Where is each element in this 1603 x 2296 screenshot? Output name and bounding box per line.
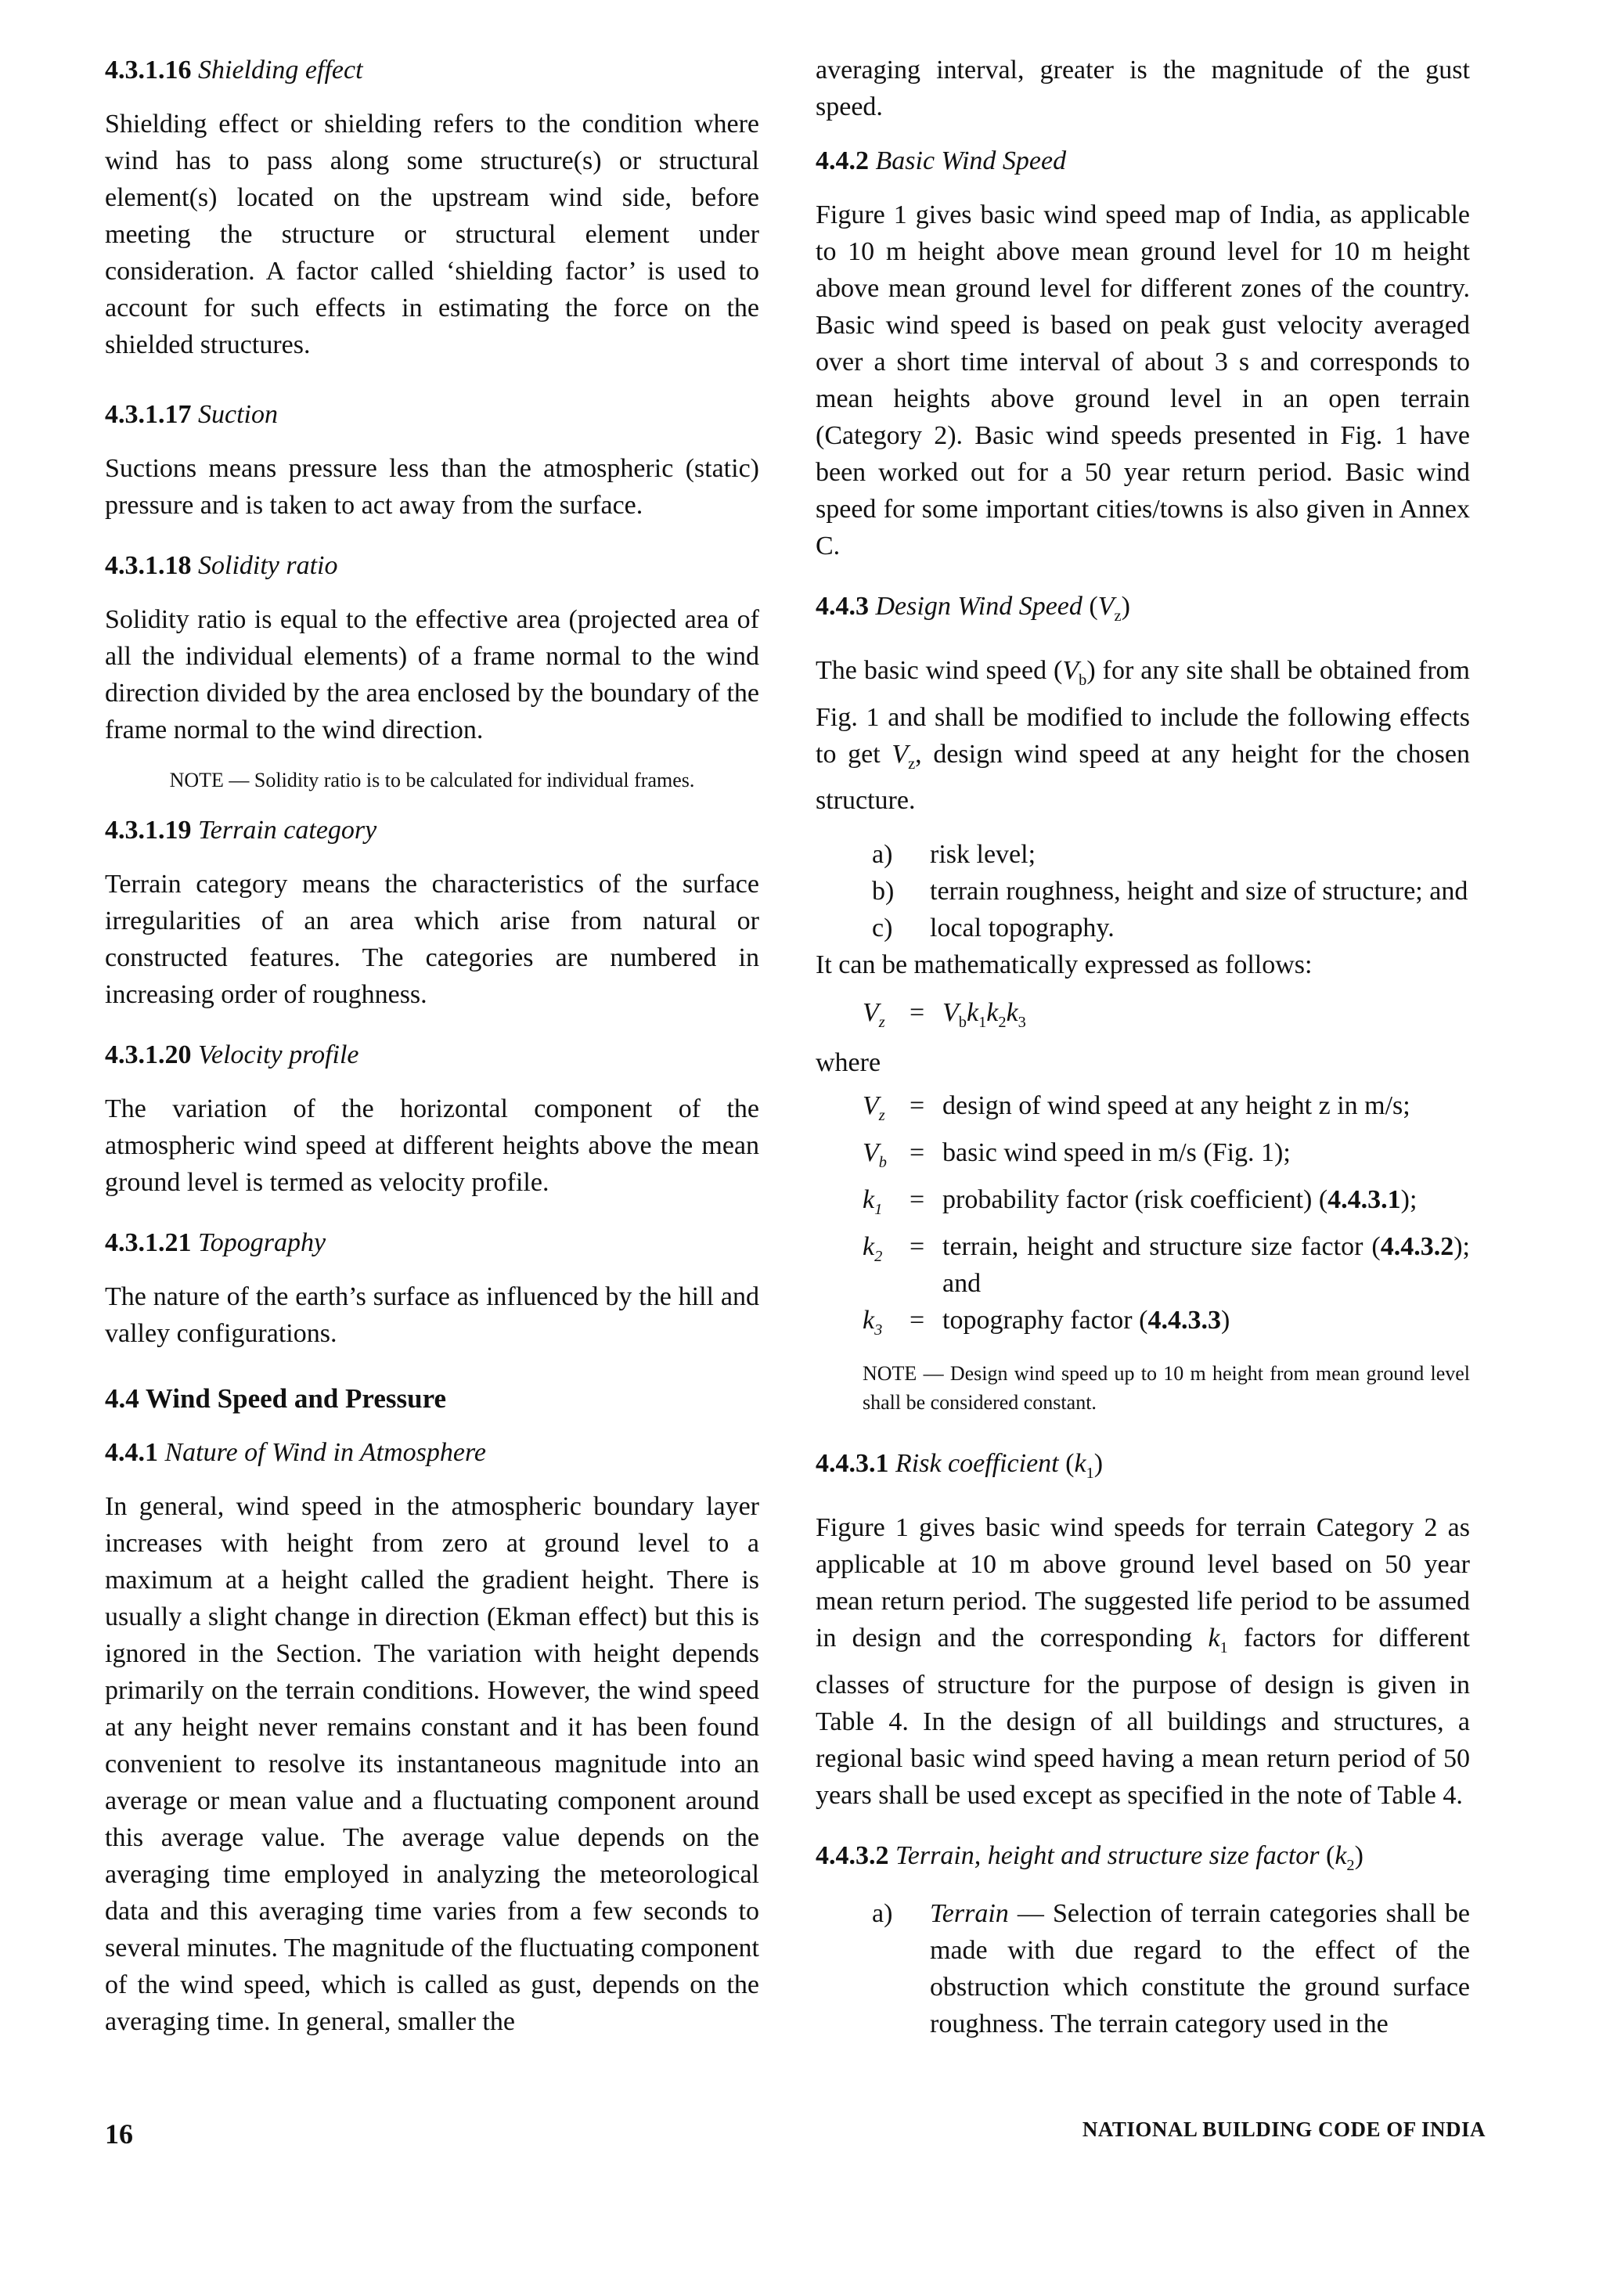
definition-vz: $V_z$ = design of wind speed at any height z in m/s;: [863, 1091, 1410, 1124]
clause-4-3-1-17-heading: 4.3.1.17 Suction: [105, 400, 278, 429]
clause-4-3-1-20-heading: 4.3.1.20 Velocity profile: [105, 1040, 359, 1069]
clause-4-3-1-21-heading: 4.3.1.21 Topography: [105, 1228, 326, 1257]
list-item: a) Terrain — Selection of terrain categories shall be made with due regard to the effect of the obstruction which constitute the ground surface roughness. The terrain category used in the: [872, 1898, 1470, 2038]
list-item: c) local topography.: [872, 914, 1115, 943]
where-label: where: [816, 1048, 881, 1078]
clause-4-4-3-1-heading: 4.4.3.1 Risk coefficient $(k_1)$: [816, 1449, 1104, 1483]
page-number: 16: [105, 2118, 133, 2150]
clause-4-4-2-text: Figure 1 gives basic wind speed map of India, as applicable to 10 m height above mean ground level for 10 m height above mean ground level for different zones of the country. Basic wind speed is based on peak gust velocity averaged over a short time interval of about 3 s and corresponds to mean heights above ground level in an open terrain (Category 2). Basic wind speeds presented in Fig. 1 have been worked out for a 50 year return period. Basic wind speed for some important cities/towns is also given in Annex C.: [816, 200, 1470, 560]
clause-4-3-1-20-text: The variation of the horizontal component of the atmospheric wind speed at different heights above the mean ground level is termed as velocity profile.: [105, 1094, 759, 1197]
clause-4-3-1-17-text: Suctions means pressure less than the atmospheric (static) pressure and is taken to act away from the surface.: [105, 454, 759, 520]
clause-4-3-1-21-text: The nature of the earth’s surface as influenced by the hill and valley configurations.: [105, 1282, 759, 1348]
definition-vb: $V_b$ = basic wind speed in m/s (Fig. 1);: [863, 1137, 1291, 1171]
left-column: [105, 52, 759, 2040]
terrain-list: [816, 1895, 1470, 2042]
clause-4-3-1-16-heading: 4.3.1.16 Shielding effect: [105, 56, 363, 85]
clause-4-3-1-18-heading: 4.3.1.18 Solidity ratio: [105, 551, 338, 580]
clause-4-3-1-18-text: Solidity ratio is equal to the effective area (projected area of all the individual elements) of a frame normal to the wind direction divided by the area enclosed by the boundary of the frame normal to the wind direction.: [105, 605, 759, 744]
right-column: [816, 52, 1470, 2042]
symbol-definitions: [816, 1087, 1470, 1348]
clause-4-3-1-16-text: Shielding effect or shielding refers to the condition where wind has to pass along some structure(s) or structural element(s) located on the upstream wind side, before meeting the structure or structural element under consideration. A factor called ‘shielding factor’ is used to account for such effects in estimating the force on the shielded structures.: [105, 110, 759, 359]
clause-4-4-1-text: In general, wind speed in the atmospheric boundary layer increases with height from zero at ground level to a maximum at a height called the gradient height. There is usually a slight change in direction (Ekman effect) but this is ignored in the Section. The variation with height depends primarily on the terrain conditions. However, the wind speed at any height never remains constant and it has been found convenient to resolve its instantaneous magnitude into an average or mean value and a fluctuating component around this average value. The average value depends on the averaging time employed in analyzing the meteorological data and this averaging time varies from a few seconds to several minutes. The magnitude of the fluctuating component of the wind speed, which is called as gust, depends on the averaging time. In general, smaller the: [105, 1492, 759, 2036]
clause-4-4-3-intro: The basic wind speed $(V_b)$ for any site shall be obtained from Fig. 1 and shall be modified to include the following effects to get $V_z$, design wind speed at any height for the chosen structure.: [816, 655, 1471, 816]
clause-4-4-2-heading: 4.4.2 Basic Wind Speed: [816, 146, 1067, 175]
clause-4-4-3-heading: 4.4.3 Design Wind Speed $(V_z)$: [816, 592, 1130, 625]
clause-4-3-1-19-text: Terrain category means the characteristics of the surface irregularities of an area which arise from natural or constructed features. The categories are numbered in increasing order of roughness.: [105, 870, 759, 1009]
clause-4-4-1-heading: 4.4.1 Nature of Wind in Atmosphere: [105, 1438, 487, 1467]
definition-k2: $k_2$ = terrain, height and structure size factor (4.4.3.2); and: [863, 1231, 1470, 1298]
definition-k3: $k_3$ = topography factor (4.4.3.3): [863, 1305, 1230, 1339]
list-item: b) terrain roughness, height and size of structure; and: [872, 877, 1468, 907]
definition-k1: $k_1$ = probability factor (risk coefficient) (4.4.3.1);: [863, 1184, 1417, 1218]
solidity-note: NOTE — Solidity ratio is to be calculated for individual frames.: [169, 769, 695, 791]
expression-intro: It can be mathematically expressed as follows:: [816, 950, 1313, 980]
effects-list: [816, 836, 1470, 946]
list-item: a) risk level;: [872, 840, 1036, 870]
section-4-4-heading: 4.4 Wind Speed and Pressure: [105, 1383, 447, 1414]
clause-4-3-1-19-heading: 4.3.1.19 Terrain category: [105, 816, 377, 845]
continued-text: averaging interval, greater is the magnitude of the gust speed.: [816, 56, 1470, 121]
design-wind-speed-note: NOTE — Design wind speed up to 10 m height from mean ground level shall be considered constant.: [863, 1362, 1470, 1415]
clause-4-4-3-2-heading: 4.4.3.2 Terrain, height and structure size factor $(k_2)$: [816, 1840, 1363, 1874]
clause-4-4-3-1-text: Figure 1 gives basic wind speeds for terrain Category 2 as applicable at 10 m above ground level based on 50 year mean return period. The suggested life period to be assumed in design and the corresponding $k_1$ factors for different classes of structure for the purpose of design is given in Table 4. In the design of all buildings and structures, a regional basic wind speed having a mean return period of 50 years shall be used except as specified in the note of Table 4.: [816, 1513, 1470, 1810]
running-footer-title: NATIONAL BUILDING CODE OF INDIA: [1082, 2118, 1486, 2141]
design-wind-speed-formula: $V_z$ = $V_bk_1k_2k_3$: [863, 998, 1026, 1032]
